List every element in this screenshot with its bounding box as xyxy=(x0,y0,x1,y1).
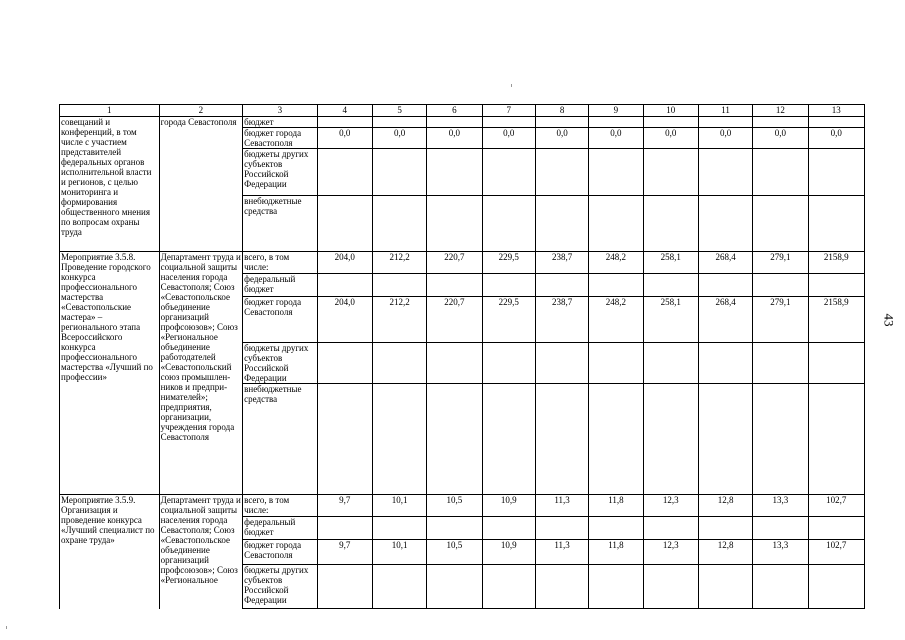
year-value-cell: 279,1 xyxy=(753,252,808,274)
year-value-cell: 10,5 xyxy=(427,495,482,517)
year-value-cell: 10,1 xyxy=(372,540,426,565)
year-value-cell xyxy=(427,384,482,495)
year-value-cell xyxy=(698,343,752,384)
year-value-cell: 12,8 xyxy=(698,495,752,517)
executor-cell: Департамент труда и социальной защиты населения города Севастополя; Союз «Севастопольское объединение организаций профсоюзов»; Союз «Региональное xyxy=(159,495,243,609)
year-value-cell xyxy=(372,343,426,384)
funding-source-cell: бюджет xyxy=(243,117,317,128)
year-value-cell xyxy=(482,565,535,609)
year-value-cell: 12,3 xyxy=(643,540,698,565)
year-value-cell xyxy=(427,274,482,297)
year-value-cell xyxy=(643,343,698,384)
year-value-cell: 0,0 xyxy=(482,128,535,149)
column-header: 4 xyxy=(317,105,372,117)
year-value-cell: 11,3 xyxy=(535,540,588,565)
year-value-cell xyxy=(535,384,588,495)
activity-name-cell: Мероприятие 3.5.9. Организация и проведение конкурса «Лучший специалист по охране труда» xyxy=(60,495,160,609)
year-value-cell xyxy=(589,149,643,196)
year-value-cell: 204,0 xyxy=(317,297,372,343)
total-value-cell: 2158,9 xyxy=(808,297,864,343)
activity-name-cell: Мероприятие 3.5.8. Проведение городского конкурса профессионального мастерства «Севастопольские мастера» – регионального этапа Всероссийского конкурса профессионального мастерства «Лучший по профессии» xyxy=(60,252,160,495)
year-value-cell xyxy=(372,274,426,297)
year-value-cell xyxy=(589,343,643,384)
year-value-cell xyxy=(535,343,588,384)
year-value-cell: 11,8 xyxy=(589,540,643,565)
header-row xyxy=(60,105,865,117)
year-value-cell xyxy=(427,343,482,384)
year-value-cell xyxy=(535,565,588,609)
year-value-cell xyxy=(482,517,535,540)
year-value-cell xyxy=(427,117,482,128)
year-value-cell: 0,0 xyxy=(753,128,808,149)
total-value-cell xyxy=(808,384,864,495)
funding-source-cell: федеральный бюджет xyxy=(243,517,317,540)
year-value-cell: 212,2 xyxy=(372,252,426,274)
year-value-cell xyxy=(643,384,698,495)
year-value-cell xyxy=(317,196,372,252)
year-value-cell: 268,4 xyxy=(698,252,752,274)
year-value-cell xyxy=(372,149,426,196)
year-value-cell: 11,8 xyxy=(589,495,643,517)
year-value-cell: 248,2 xyxy=(589,297,643,343)
year-value-cell xyxy=(753,149,808,196)
year-value-cell: 212,2 xyxy=(372,297,426,343)
year-value-cell xyxy=(643,149,698,196)
year-value-cell: 0,0 xyxy=(427,128,482,149)
year-value-cell: 220,7 xyxy=(427,297,482,343)
table-row xyxy=(60,117,865,128)
year-value-cell: 12,8 xyxy=(698,540,752,565)
year-value-cell xyxy=(317,117,372,128)
column-header: 1 xyxy=(60,105,160,117)
funding-source-cell: бюджет города Севастополя xyxy=(243,128,317,149)
year-value-cell xyxy=(482,149,535,196)
year-value-cell xyxy=(535,517,588,540)
year-value-cell xyxy=(589,517,643,540)
year-value-cell xyxy=(698,565,752,609)
funding-source-cell: бюджеты других субъектов Российской Федерации xyxy=(243,343,317,384)
funding-source-cell: бюджет города Севастополя xyxy=(243,297,317,343)
year-value-cell: 238,7 xyxy=(535,252,588,274)
year-value-cell xyxy=(317,517,372,540)
total-value-cell: 102,7 xyxy=(808,495,864,517)
year-value-cell xyxy=(317,274,372,297)
year-value-cell xyxy=(643,274,698,297)
year-value-cell: 9,7 xyxy=(317,540,372,565)
year-value-cell xyxy=(535,149,588,196)
year-value-cell xyxy=(427,196,482,252)
year-value-cell xyxy=(589,274,643,297)
year-value-cell: 279,1 xyxy=(753,297,808,343)
total-value-cell: 102,7 xyxy=(808,540,864,565)
funding-source-cell: федеральный бюджет xyxy=(243,274,317,297)
table-row xyxy=(60,252,865,274)
year-value-cell: 12,3 xyxy=(643,495,698,517)
table-row xyxy=(60,495,865,517)
year-value-cell xyxy=(753,274,808,297)
year-value-cell xyxy=(372,384,426,495)
year-value-cell xyxy=(372,117,426,128)
year-value-cell: 10,5 xyxy=(427,540,482,565)
year-value-cell xyxy=(372,565,426,609)
year-value-cell xyxy=(427,565,482,609)
year-value-cell xyxy=(317,149,372,196)
column-header: 5 xyxy=(372,105,426,117)
year-value-cell xyxy=(427,517,482,540)
year-value-cell xyxy=(589,565,643,609)
total-value-cell xyxy=(808,196,864,252)
year-value-cell: 0,0 xyxy=(698,128,752,149)
year-value-cell: 268,4 xyxy=(698,297,752,343)
column-header: 2 xyxy=(159,105,243,117)
year-value-cell xyxy=(753,384,808,495)
column-header: 3 xyxy=(243,105,317,117)
year-value-cell xyxy=(427,149,482,196)
table-body xyxy=(60,117,865,609)
year-value-cell: 0,0 xyxy=(372,128,426,149)
total-value-cell xyxy=(808,517,864,540)
page-number: 43 xyxy=(881,313,897,327)
column-header: 9 xyxy=(589,105,643,117)
funding-source-cell: внебюджетные средства xyxy=(243,196,317,252)
funding-source-cell: бюджеты других субъектов Российской Федерации xyxy=(243,149,317,196)
year-value-cell: 10,9 xyxy=(482,495,535,517)
funding-source-cell: бюджет города Севастополя xyxy=(243,540,317,565)
year-value-cell: 0,0 xyxy=(643,128,698,149)
year-value-cell: 238,7 xyxy=(535,297,588,343)
year-value-cell xyxy=(698,149,752,196)
year-value-cell xyxy=(535,274,588,297)
total-value-cell xyxy=(808,565,864,609)
year-value-cell xyxy=(643,196,698,252)
year-value-cell xyxy=(698,517,752,540)
year-value-cell: 10,9 xyxy=(482,540,535,565)
total-value-cell xyxy=(808,274,864,297)
program-funding-table xyxy=(59,104,865,609)
year-value-cell xyxy=(753,117,808,128)
total-value-cell xyxy=(808,343,864,384)
scan-speck xyxy=(6,626,7,629)
year-value-cell: 258,1 xyxy=(643,297,698,343)
year-value-cell xyxy=(589,117,643,128)
year-value-cell xyxy=(753,565,808,609)
year-value-cell xyxy=(372,196,426,252)
year-value-cell: 13,3 xyxy=(753,495,808,517)
year-value-cell xyxy=(372,517,426,540)
year-value-cell xyxy=(535,117,588,128)
year-value-cell: 248,2 xyxy=(589,252,643,274)
year-value-cell xyxy=(482,384,535,495)
year-value-cell: 11,3 xyxy=(535,495,588,517)
scan-speck xyxy=(511,84,512,87)
total-value-cell: 0,0 xyxy=(808,128,864,149)
year-value-cell xyxy=(482,274,535,297)
year-value-cell xyxy=(698,384,752,495)
executor-cell: города Севастополя xyxy=(159,117,243,252)
column-header: 6 xyxy=(427,105,482,117)
column-header: 8 xyxy=(535,105,588,117)
year-value-cell xyxy=(643,565,698,609)
year-value-cell xyxy=(753,517,808,540)
year-value-cell xyxy=(482,117,535,128)
year-value-cell: 229,5 xyxy=(482,297,535,343)
year-value-cell xyxy=(482,343,535,384)
column-header: 12 xyxy=(753,105,808,117)
year-value-cell xyxy=(535,196,588,252)
activity-name-cell: совещаний и конференций, в том числе с участием представителей федеральных органов исполнительной власти и регионов, с целью мониторинга и формирования общественного мнения по вопросам охраны труда xyxy=(60,117,160,252)
executor-cell: Департамент труда и социальной защиты населения города Севастополя; Союз «Севастопольское объединение организаций профсоюзов»; Союз «Региональное объединение работодателей «Севастопольский союз промышлен-ников и предпри-нимателей»; предприятия, организации, учреждения города Севастополя xyxy=(159,252,243,495)
column-header: 7 xyxy=(482,105,535,117)
year-value-cell: 258,1 xyxy=(643,252,698,274)
year-value-cell: 0,0 xyxy=(589,128,643,149)
funding-source-cell: всего, в том числе: xyxy=(243,495,317,517)
column-header: 10 xyxy=(643,105,698,117)
total-value-cell xyxy=(808,117,864,128)
year-value-cell xyxy=(698,274,752,297)
year-value-cell: 13,3 xyxy=(753,540,808,565)
year-value-cell: 0,0 xyxy=(317,128,372,149)
year-value-cell: 9,7 xyxy=(317,495,372,517)
year-value-cell xyxy=(317,384,372,495)
funding-source-cell: всего, в том числе: xyxy=(243,252,317,274)
column-header: 11 xyxy=(698,105,752,117)
year-value-cell: 10,1 xyxy=(372,495,426,517)
year-value-cell xyxy=(317,343,372,384)
total-value-cell: 2158,9 xyxy=(808,252,864,274)
year-value-cell xyxy=(482,196,535,252)
year-value-cell: 204,0 xyxy=(317,252,372,274)
year-value-cell xyxy=(753,196,808,252)
year-value-cell xyxy=(698,196,752,252)
year-value-cell: 220,7 xyxy=(427,252,482,274)
year-value-cell xyxy=(698,117,752,128)
year-value-cell xyxy=(753,343,808,384)
year-value-cell xyxy=(589,384,643,495)
year-value-cell: 0,0 xyxy=(535,128,588,149)
year-value-cell: 229,5 xyxy=(482,252,535,274)
year-value-cell xyxy=(589,196,643,252)
year-value-cell xyxy=(643,117,698,128)
funding-source-cell: бюджеты других субъектов Российской Федерации xyxy=(243,565,317,609)
funding-source-cell: внебюджетные средства xyxy=(243,384,317,495)
year-value-cell xyxy=(643,517,698,540)
column-header: 13 xyxy=(808,105,864,117)
year-value-cell xyxy=(317,565,372,609)
total-value-cell xyxy=(808,149,864,196)
